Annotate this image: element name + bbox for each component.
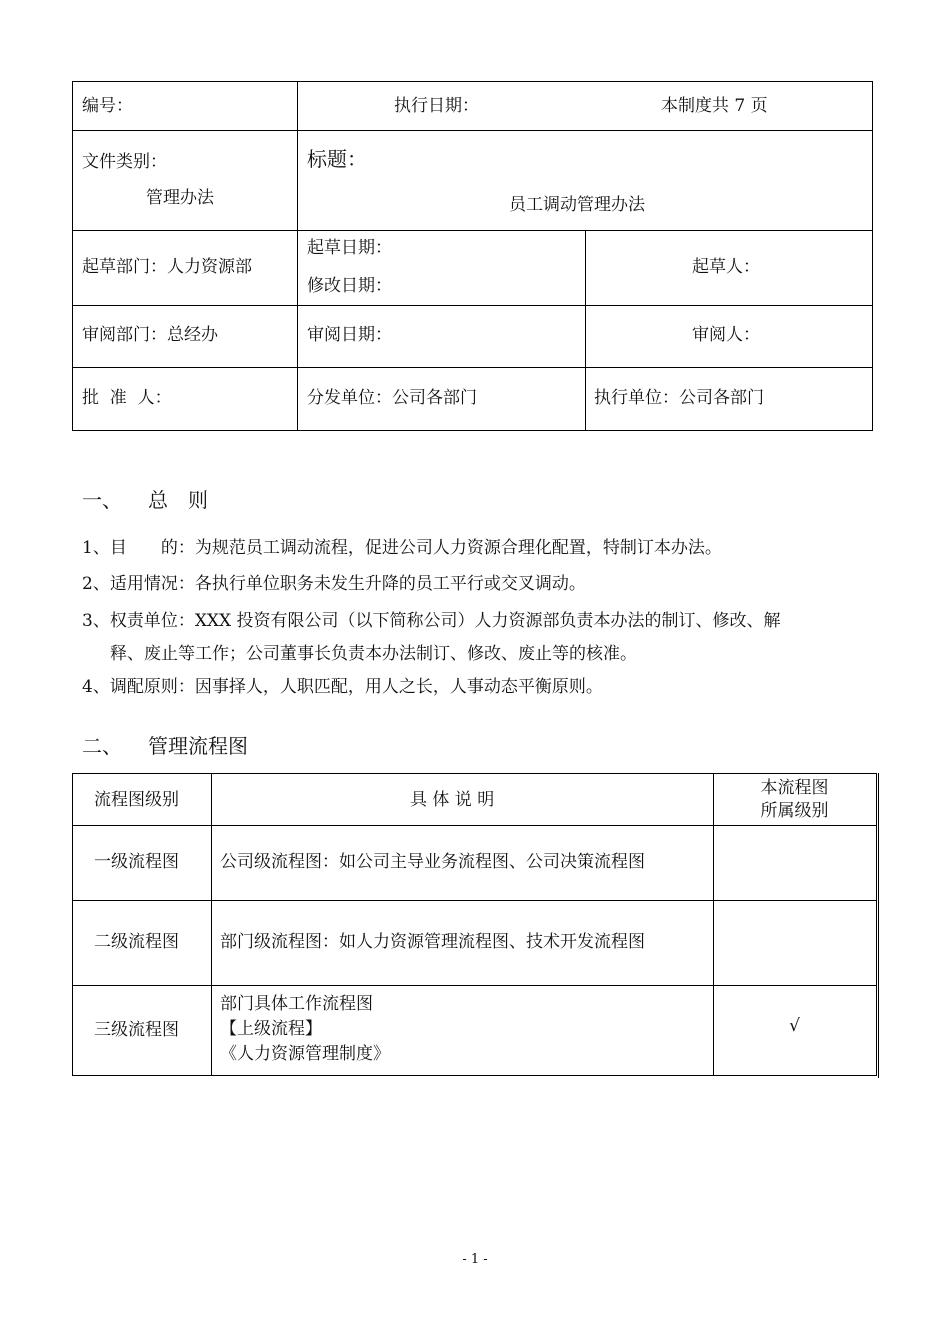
category-label: 文件类别：: [82, 152, 167, 172]
row-desc: 【上级流程】: [220, 1019, 322, 1039]
draft-dept: 起草部门：人力资源部: [82, 257, 252, 277]
clause-2: [82, 574, 882, 594]
pages-label: 本制度共 7 页: [661, 96, 768, 116]
drafter-label: 起草人：: [692, 257, 760, 277]
row-level: 三级流程图: [94, 1020, 179, 1040]
section2-heading-num: 二、: [82, 734, 122, 758]
distribute-label: 分发单位：公司各部门: [307, 388, 477, 408]
review-date-label: 审阅日期：: [307, 325, 392, 345]
row-level: 二级流程图: [94, 932, 179, 952]
clause-text: 4、调配原则：因事择人，人职匹配，用人之长，人事动态平衡原则。: [82, 677, 603, 697]
row-desc: 部门级流程图：如人力资源管理流程图、技术开发流程图: [220, 932, 645, 952]
draft-date-label: 起草日期：: [307, 238, 392, 258]
row-desc: 公司级流程图：如公司主导业务流程图、公司决策流程图: [220, 852, 645, 872]
category-value: 管理办法: [146, 188, 214, 208]
clause-3-cont: [110, 644, 880, 664]
section2-heading-text: 管理流程图: [148, 734, 248, 758]
revise-date-label: 修改日期：: [307, 276, 392, 296]
table-header-own-1: 本流程图: [760, 778, 829, 798]
section1-heading-text: 总 则: [148, 488, 208, 512]
section1-heading-num: 一、: [82, 488, 122, 512]
table-header-level: 流程图级别: [94, 790, 179, 810]
clause-text: 释、废止等工作；公司董事长负责本办法制订、修改、废止等的核准。: [110, 644, 637, 664]
number-label: 编号：: [82, 96, 133, 116]
exec-date-label: 执行日期：: [394, 96, 479, 116]
approver-label: 批 准 人：: [82, 388, 172, 408]
page-number: - 1 -: [462, 1252, 488, 1267]
row-desc: 部门具体工作流程图: [220, 994, 373, 1014]
row-desc: 《人力资源管理制度》: [220, 1044, 390, 1064]
table-header-own-2: 所属级别: [760, 801, 829, 821]
title-label: 标题：: [307, 147, 367, 171]
exec-unit-label: 执行单位：公司各部门: [594, 388, 764, 408]
title-value: 员工调动管理办法: [509, 195, 645, 215]
clause-text: 2、适用情况：各执行单位职务未发生升降的员工平行或交叉调动。: [82, 574, 586, 594]
clause-text: 1、目 的：为规范员工调动流程，促进公司人力资源合理化配置，特制订本办法。: [82, 538, 722, 558]
clause-1: [82, 538, 882, 558]
clause-4: [82, 677, 882, 697]
row-level: 一级流程图: [94, 852, 179, 872]
table-header-desc: 具 体 说 明: [410, 790, 495, 810]
clause-text: 3、权责单位：XXX 投资有限公司（以下简称公司）人力资源部负责本办法的制订、修改、解: [82, 611, 781, 631]
row-mark-check: √: [789, 1016, 800, 1036]
review-dept: 审阅部门：总经办: [82, 325, 218, 345]
clause-3: [82, 611, 882, 631]
reviewer-label: 审阅人：: [692, 325, 760, 345]
